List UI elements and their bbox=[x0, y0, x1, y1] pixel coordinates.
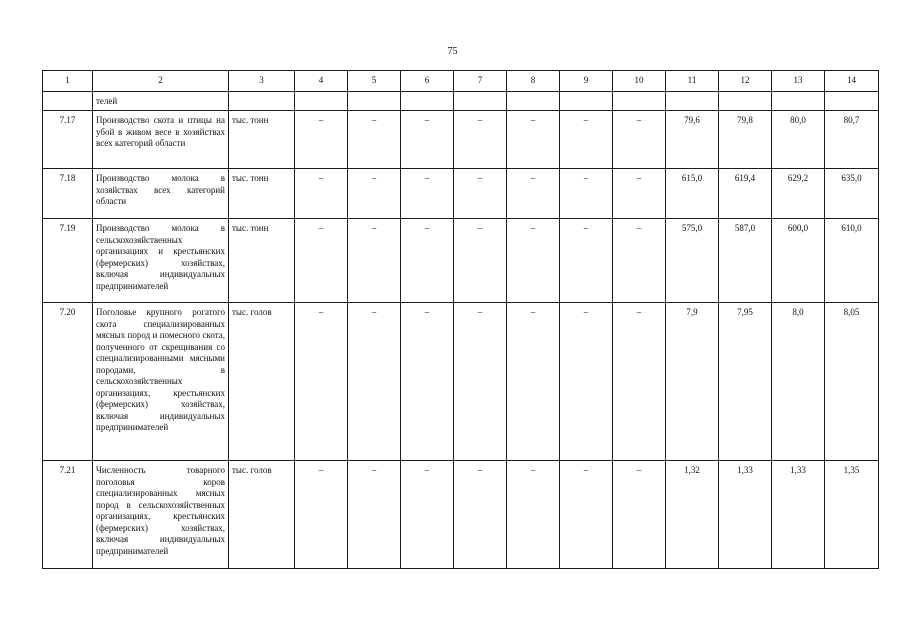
dash-cell: – bbox=[295, 169, 348, 219]
value-cell: 80,0 bbox=[772, 111, 825, 169]
value-cell: 79,8 bbox=[719, 111, 772, 169]
dash-cell: – bbox=[348, 169, 401, 219]
continuation-empty-cell bbox=[825, 92, 879, 111]
dash-cell: – bbox=[507, 219, 560, 303]
continuation-name-cell: телей bbox=[93, 92, 229, 111]
dash-cell: – bbox=[507, 169, 560, 219]
indicator-name-cell: Производство молока в сельскохозяйственных организациях и крестьянских (фермерских) хозяйствах, включая индивидуальных предпринимателей bbox=[93, 219, 229, 303]
dash-cell: – bbox=[295, 461, 348, 569]
dash-cell: – bbox=[401, 303, 454, 461]
value-cell: 587,0 bbox=[719, 219, 772, 303]
row-number-cell: 7.18 bbox=[43, 169, 93, 219]
row-number-cell: 7.19 bbox=[43, 219, 93, 303]
column-number-11: 11 bbox=[666, 71, 719, 92]
dash-cell: – bbox=[295, 303, 348, 461]
dash-cell: – bbox=[348, 111, 401, 169]
dash-cell: – bbox=[348, 219, 401, 303]
continuation-empty-cell bbox=[719, 92, 772, 111]
dash-cell: – bbox=[613, 169, 666, 219]
column-number-5: 5 bbox=[348, 71, 401, 92]
value-cell: 7,9 bbox=[666, 303, 719, 461]
dash-cell: – bbox=[401, 461, 454, 569]
continuation-empty-cell bbox=[560, 92, 613, 111]
dash-cell: – bbox=[560, 303, 613, 461]
continuation-empty-cell bbox=[295, 92, 348, 111]
dash-cell: – bbox=[560, 111, 613, 169]
table-body bbox=[43, 71, 879, 569]
row-number-cell: 7.20 bbox=[43, 303, 93, 461]
dash-cell: – bbox=[454, 111, 507, 169]
column-number-header-row bbox=[43, 71, 879, 92]
table-row bbox=[43, 219, 879, 303]
column-number-13: 13 bbox=[772, 71, 825, 92]
value-cell: 79,6 bbox=[666, 111, 719, 169]
indicator-name-cell: Численность товарного поголовья коров специализированных мясных пород в сельскохозяйственных организациях, крестьянских (фермерских) хозяйствах, включая индивидуальных предпринимателей bbox=[93, 461, 229, 569]
column-number-6: 6 bbox=[401, 71, 454, 92]
unit-cell: тыс. тонн bbox=[229, 169, 295, 219]
value-cell: 8,05 bbox=[825, 303, 879, 461]
continuation-empty-cell bbox=[613, 92, 666, 111]
column-number-2: 2 bbox=[93, 71, 229, 92]
dash-cell: – bbox=[613, 303, 666, 461]
dash-cell: – bbox=[454, 169, 507, 219]
continuation-empty-cell bbox=[507, 92, 560, 111]
continuation-row bbox=[43, 92, 879, 111]
table-row bbox=[43, 169, 879, 219]
dash-cell: – bbox=[401, 219, 454, 303]
continuation-empty-cell bbox=[229, 92, 295, 111]
value-cell: 575,0 bbox=[666, 219, 719, 303]
column-number-4: 4 bbox=[295, 71, 348, 92]
column-number-14: 14 bbox=[825, 71, 879, 92]
dash-cell: – bbox=[560, 219, 613, 303]
unit-cell: тыс. голов bbox=[229, 461, 295, 569]
column-number-10: 10 bbox=[613, 71, 666, 92]
unit-cell: тыс. тонн bbox=[229, 219, 295, 303]
dash-cell: – bbox=[401, 169, 454, 219]
value-cell: 600,0 bbox=[772, 219, 825, 303]
column-number-9: 9 bbox=[560, 71, 613, 92]
value-cell: 615,0 bbox=[666, 169, 719, 219]
indicator-name-cell: Поголовье крупного рогатого скота специализированных мясных пород и помесного скота, полученного от скрещивания со специализированными мясными породами, в сельскохозяйственных организациях, крестьянских (фермерских) хозяйствах, включая индивидуальных предпринимателей bbox=[93, 303, 229, 461]
page-number: 75 bbox=[447, 46, 458, 57]
column-number-12: 12 bbox=[719, 71, 772, 92]
value-cell: 1,35 bbox=[825, 461, 879, 569]
continuation-num-cell bbox=[43, 92, 93, 111]
dash-cell: – bbox=[295, 111, 348, 169]
column-number-7: 7 bbox=[454, 71, 507, 92]
row-number-cell: 7.21 bbox=[43, 461, 93, 569]
dash-cell: – bbox=[454, 303, 507, 461]
indicators-table bbox=[42, 70, 879, 569]
value-cell: 629,2 bbox=[772, 169, 825, 219]
value-cell: 1,33 bbox=[719, 461, 772, 569]
dash-cell: – bbox=[560, 169, 613, 219]
dash-cell: – bbox=[507, 303, 560, 461]
dash-cell: – bbox=[295, 219, 348, 303]
continuation-empty-cell bbox=[401, 92, 454, 111]
continuation-empty-cell bbox=[666, 92, 719, 111]
dash-cell: – bbox=[613, 111, 666, 169]
dash-cell: – bbox=[560, 461, 613, 569]
dash-cell: – bbox=[348, 303, 401, 461]
continuation-empty-cell bbox=[348, 92, 401, 111]
column-number-8: 8 bbox=[507, 71, 560, 92]
dash-cell: – bbox=[401, 111, 454, 169]
value-cell: 1,32 bbox=[666, 461, 719, 569]
indicator-name-cell: Производство скота и птицы на убой в живом весе в хозяйствах всех категорий области bbox=[93, 111, 229, 169]
column-number-3: 3 bbox=[229, 71, 295, 92]
table-row bbox=[43, 461, 879, 569]
indicator-name-cell: Производство молока в хозяйствах всех категорий области bbox=[93, 169, 229, 219]
value-cell: 7,95 bbox=[719, 303, 772, 461]
value-cell: 8,0 bbox=[772, 303, 825, 461]
dash-cell: – bbox=[613, 219, 666, 303]
continuation-empty-cell bbox=[454, 92, 507, 111]
value-cell: 80,7 bbox=[825, 111, 879, 169]
dash-cell: – bbox=[507, 461, 560, 569]
unit-cell: тыс. голов bbox=[229, 303, 295, 461]
dash-cell: – bbox=[454, 219, 507, 303]
dash-cell: – bbox=[348, 461, 401, 569]
value-cell: 610,0 bbox=[825, 219, 879, 303]
table-row bbox=[43, 303, 879, 461]
dash-cell: – bbox=[613, 461, 666, 569]
value-cell: 635,0 bbox=[825, 169, 879, 219]
dash-cell: – bbox=[507, 111, 560, 169]
unit-cell: тыс. тонн bbox=[229, 111, 295, 169]
dash-cell: – bbox=[454, 461, 507, 569]
continuation-empty-cell bbox=[772, 92, 825, 111]
row-number-cell: 7.17 bbox=[43, 111, 93, 169]
column-number-1: 1 bbox=[43, 71, 93, 92]
table-row bbox=[43, 111, 879, 169]
value-cell: 1,33 bbox=[772, 461, 825, 569]
value-cell: 619,4 bbox=[719, 169, 772, 219]
